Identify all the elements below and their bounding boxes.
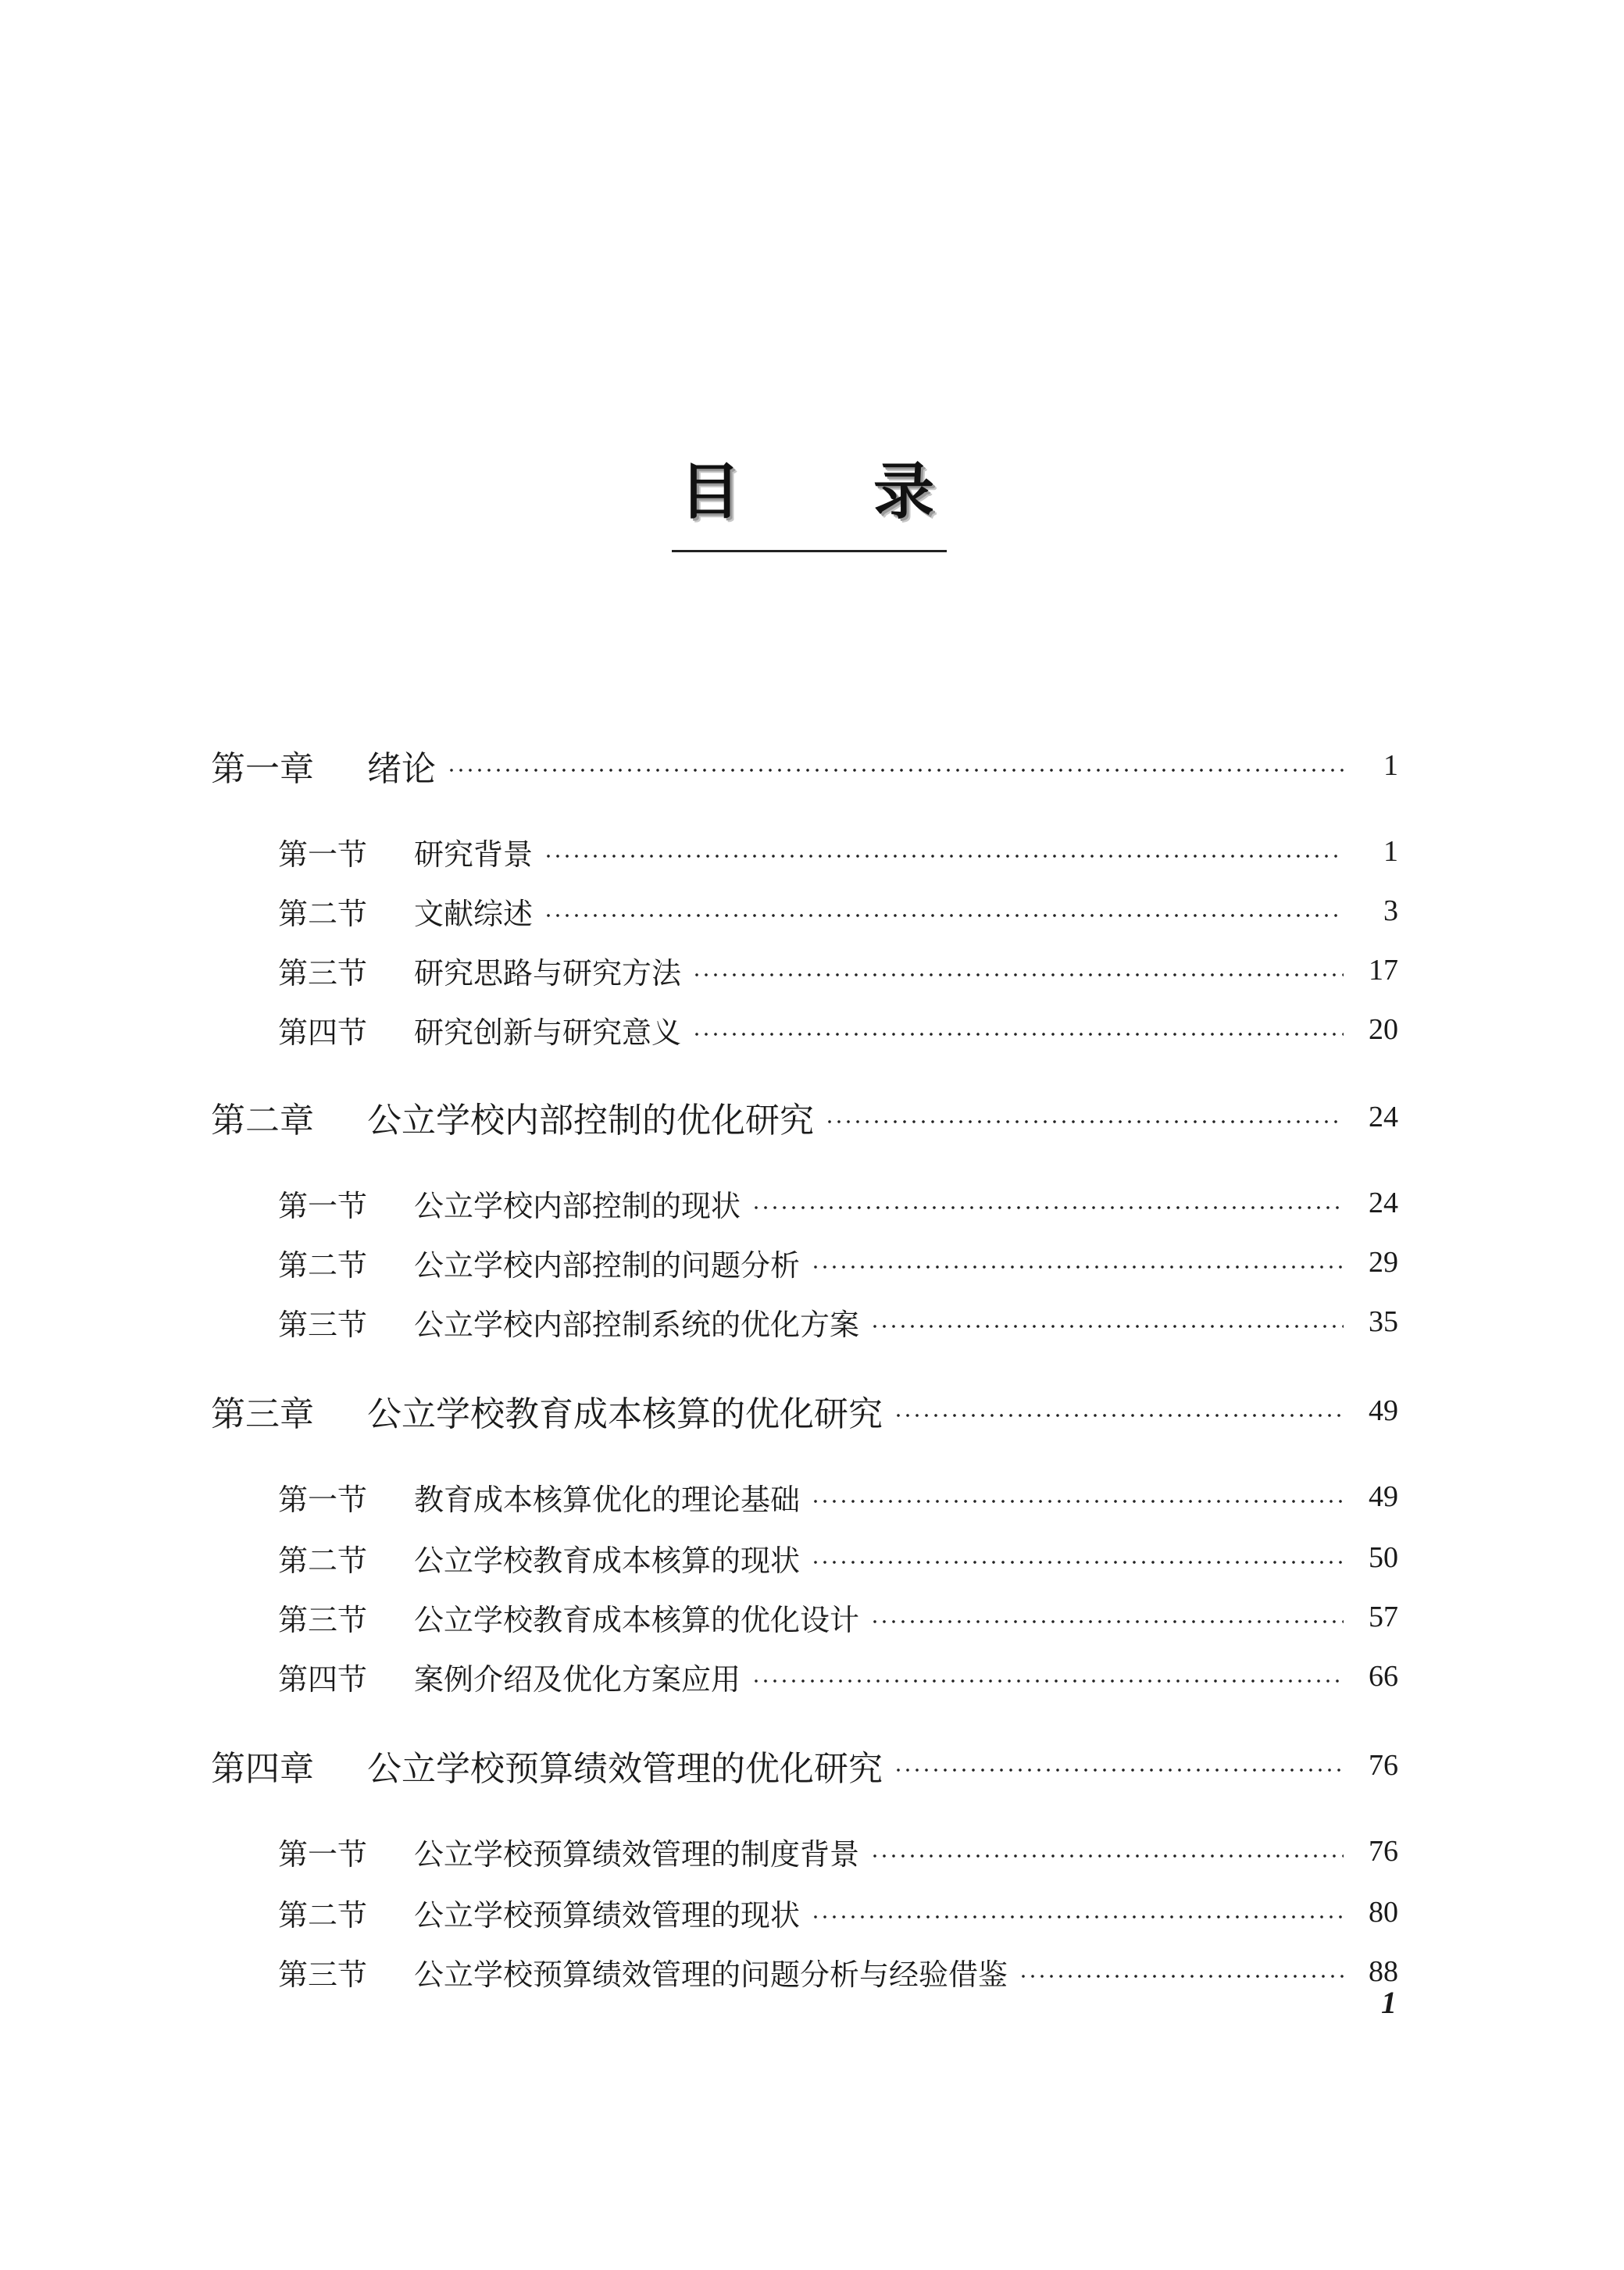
entry-label: 教育成本核算优化的理论基础 xyxy=(414,1482,801,1517)
entry-label: 公立学校教育成本核算的优化研究 xyxy=(367,1394,883,1434)
toc-section-entry[interactable] xyxy=(211,1594,1398,1640)
entry-number: 第四章 xyxy=(211,1749,314,1789)
toc-section-entry[interactable] xyxy=(211,1828,1398,1875)
dot-leader xyxy=(811,1499,1344,1504)
dot-leader xyxy=(751,1205,1344,1210)
entry-label: 案例介绍及优化方案应用 xyxy=(414,1661,741,1697)
toc-section-entry[interactable] xyxy=(211,1006,1398,1053)
toc-section-entry[interactable] xyxy=(211,1889,1398,1936)
entry-page-number: 50 xyxy=(1369,1541,1398,1574)
dot-leader xyxy=(544,913,1344,918)
toc-section-entry[interactable] xyxy=(211,1948,1398,1995)
dot-leader xyxy=(870,1619,1344,1624)
title-char-2: 录 xyxy=(873,457,935,527)
entry-number: 第二节 xyxy=(278,896,368,931)
toc-chapter-entry[interactable] xyxy=(211,1387,1398,1434)
entry-page-number: 66 xyxy=(1369,1660,1398,1693)
dot-leader xyxy=(894,1768,1344,1772)
dot-leader xyxy=(1019,1974,1344,1979)
title-char-1: 目 xyxy=(680,457,741,527)
entry-label: 公立学校内部控制的问题分析 xyxy=(414,1247,801,1283)
toc-section-entry[interactable] xyxy=(211,1534,1398,1581)
toc-chapter-entry[interactable] xyxy=(211,1742,1398,1789)
entry-number: 第二章 xyxy=(211,1101,314,1140)
entry-label: 公立学校内部控制系统的优化方案 xyxy=(414,1307,860,1342)
entry-label: 公立学校内部控制的现状 xyxy=(414,1188,741,1223)
entry-number: 第一节 xyxy=(278,1188,368,1223)
entry-label: 公立学校教育成本核算的优化设计 xyxy=(414,1602,860,1637)
entry-number: 第二节 xyxy=(278,1543,368,1578)
toc-section-entry[interactable] xyxy=(211,1473,1398,1520)
entry-page-number: 24 xyxy=(1369,1101,1398,1133)
entry-number: 第三节 xyxy=(278,1307,368,1342)
dot-leader xyxy=(811,1915,1344,1919)
toc-title xyxy=(672,453,947,552)
entry-label: 研究思路与研究方法 xyxy=(414,955,682,990)
entry-number: 第四节 xyxy=(278,1015,368,1050)
entry-page-number: 1 xyxy=(1383,749,1398,782)
dot-leader xyxy=(811,1265,1344,1269)
entry-page-number: 88 xyxy=(1369,1955,1398,1988)
entry-page-number: 17 xyxy=(1369,954,1398,987)
entry-number: 第三节 xyxy=(278,1602,368,1637)
toc-section-entry[interactable] xyxy=(211,1653,1398,1700)
entry-label: 文献综述 xyxy=(414,896,534,931)
dot-leader xyxy=(447,768,1344,773)
dot-leader xyxy=(825,1119,1344,1124)
dot-leader xyxy=(751,1679,1344,1683)
entry-label: 绪论 xyxy=(367,749,436,789)
toc-section-entry[interactable] xyxy=(211,887,1398,934)
dot-leader xyxy=(870,1324,1344,1329)
dot-leader xyxy=(811,1560,1344,1565)
entry-number: 第二节 xyxy=(278,1247,368,1283)
entry-page-number: 49 xyxy=(1369,1480,1398,1513)
entry-label: 公立学校内部控制的优化研究 xyxy=(367,1101,814,1140)
entry-page-number: 1 xyxy=(1383,835,1398,868)
toc-section-entry[interactable] xyxy=(211,1298,1398,1345)
dot-leader xyxy=(692,1032,1344,1037)
dot-leader xyxy=(692,973,1344,977)
entry-number: 第一节 xyxy=(278,837,368,872)
toc-section-entry[interactable] xyxy=(211,947,1398,994)
toc-section-entry[interactable] xyxy=(211,1239,1398,1286)
entry-label: 公立学校预算绩效管理的制度背景 xyxy=(414,1836,860,1872)
entry-label: 研究创新与研究意义 xyxy=(414,1015,682,1050)
entry-label: 公立学校预算绩效管理的问题分析与经验借鉴 xyxy=(414,1957,1008,1992)
entry-page-number: 20 xyxy=(1369,1013,1398,1046)
entry-number: 第三章 xyxy=(211,1394,314,1434)
entry-number: 第一节 xyxy=(278,1836,368,1872)
toc-chapter-entry[interactable] xyxy=(211,1094,1398,1140)
entry-label: 公立学校预算绩效管理的现状 xyxy=(414,1897,801,1933)
entry-page-number: 57 xyxy=(1369,1601,1398,1633)
dot-leader xyxy=(894,1413,1344,1418)
toc-section-entry[interactable] xyxy=(211,1180,1398,1226)
toc-chapter-entry[interactable] xyxy=(211,742,1398,789)
entry-number: 第二节 xyxy=(278,1897,368,1933)
entry-page-number: 24 xyxy=(1369,1187,1398,1219)
entry-number: 第一节 xyxy=(278,1482,368,1517)
dot-leader xyxy=(544,854,1344,858)
entry-label: 公立学校预算绩效管理的优化研究 xyxy=(367,1749,883,1789)
entry-number: 第一章 xyxy=(211,749,314,789)
page-folio: 1 xyxy=(1381,1985,1397,2020)
entry-page-number: 3 xyxy=(1383,894,1398,927)
entry-number: 第三节 xyxy=(278,1957,368,1992)
entry-page-number: 35 xyxy=(1369,1305,1398,1338)
toc-section-entry[interactable] xyxy=(211,828,1398,875)
entry-number: 第三节 xyxy=(278,955,368,990)
entry-label: 公立学校教育成本核算的现状 xyxy=(414,1543,801,1578)
entry-number: 第四节 xyxy=(278,1661,368,1697)
dot-leader xyxy=(870,1854,1344,1858)
entry-label: 研究背景 xyxy=(414,837,534,872)
entry-page-number: 76 xyxy=(1369,1749,1398,1782)
entry-page-number: 49 xyxy=(1369,1394,1398,1427)
entry-page-number: 29 xyxy=(1369,1246,1398,1279)
entry-page-number: 80 xyxy=(1369,1896,1398,1929)
entry-page-number: 76 xyxy=(1369,1835,1398,1868)
